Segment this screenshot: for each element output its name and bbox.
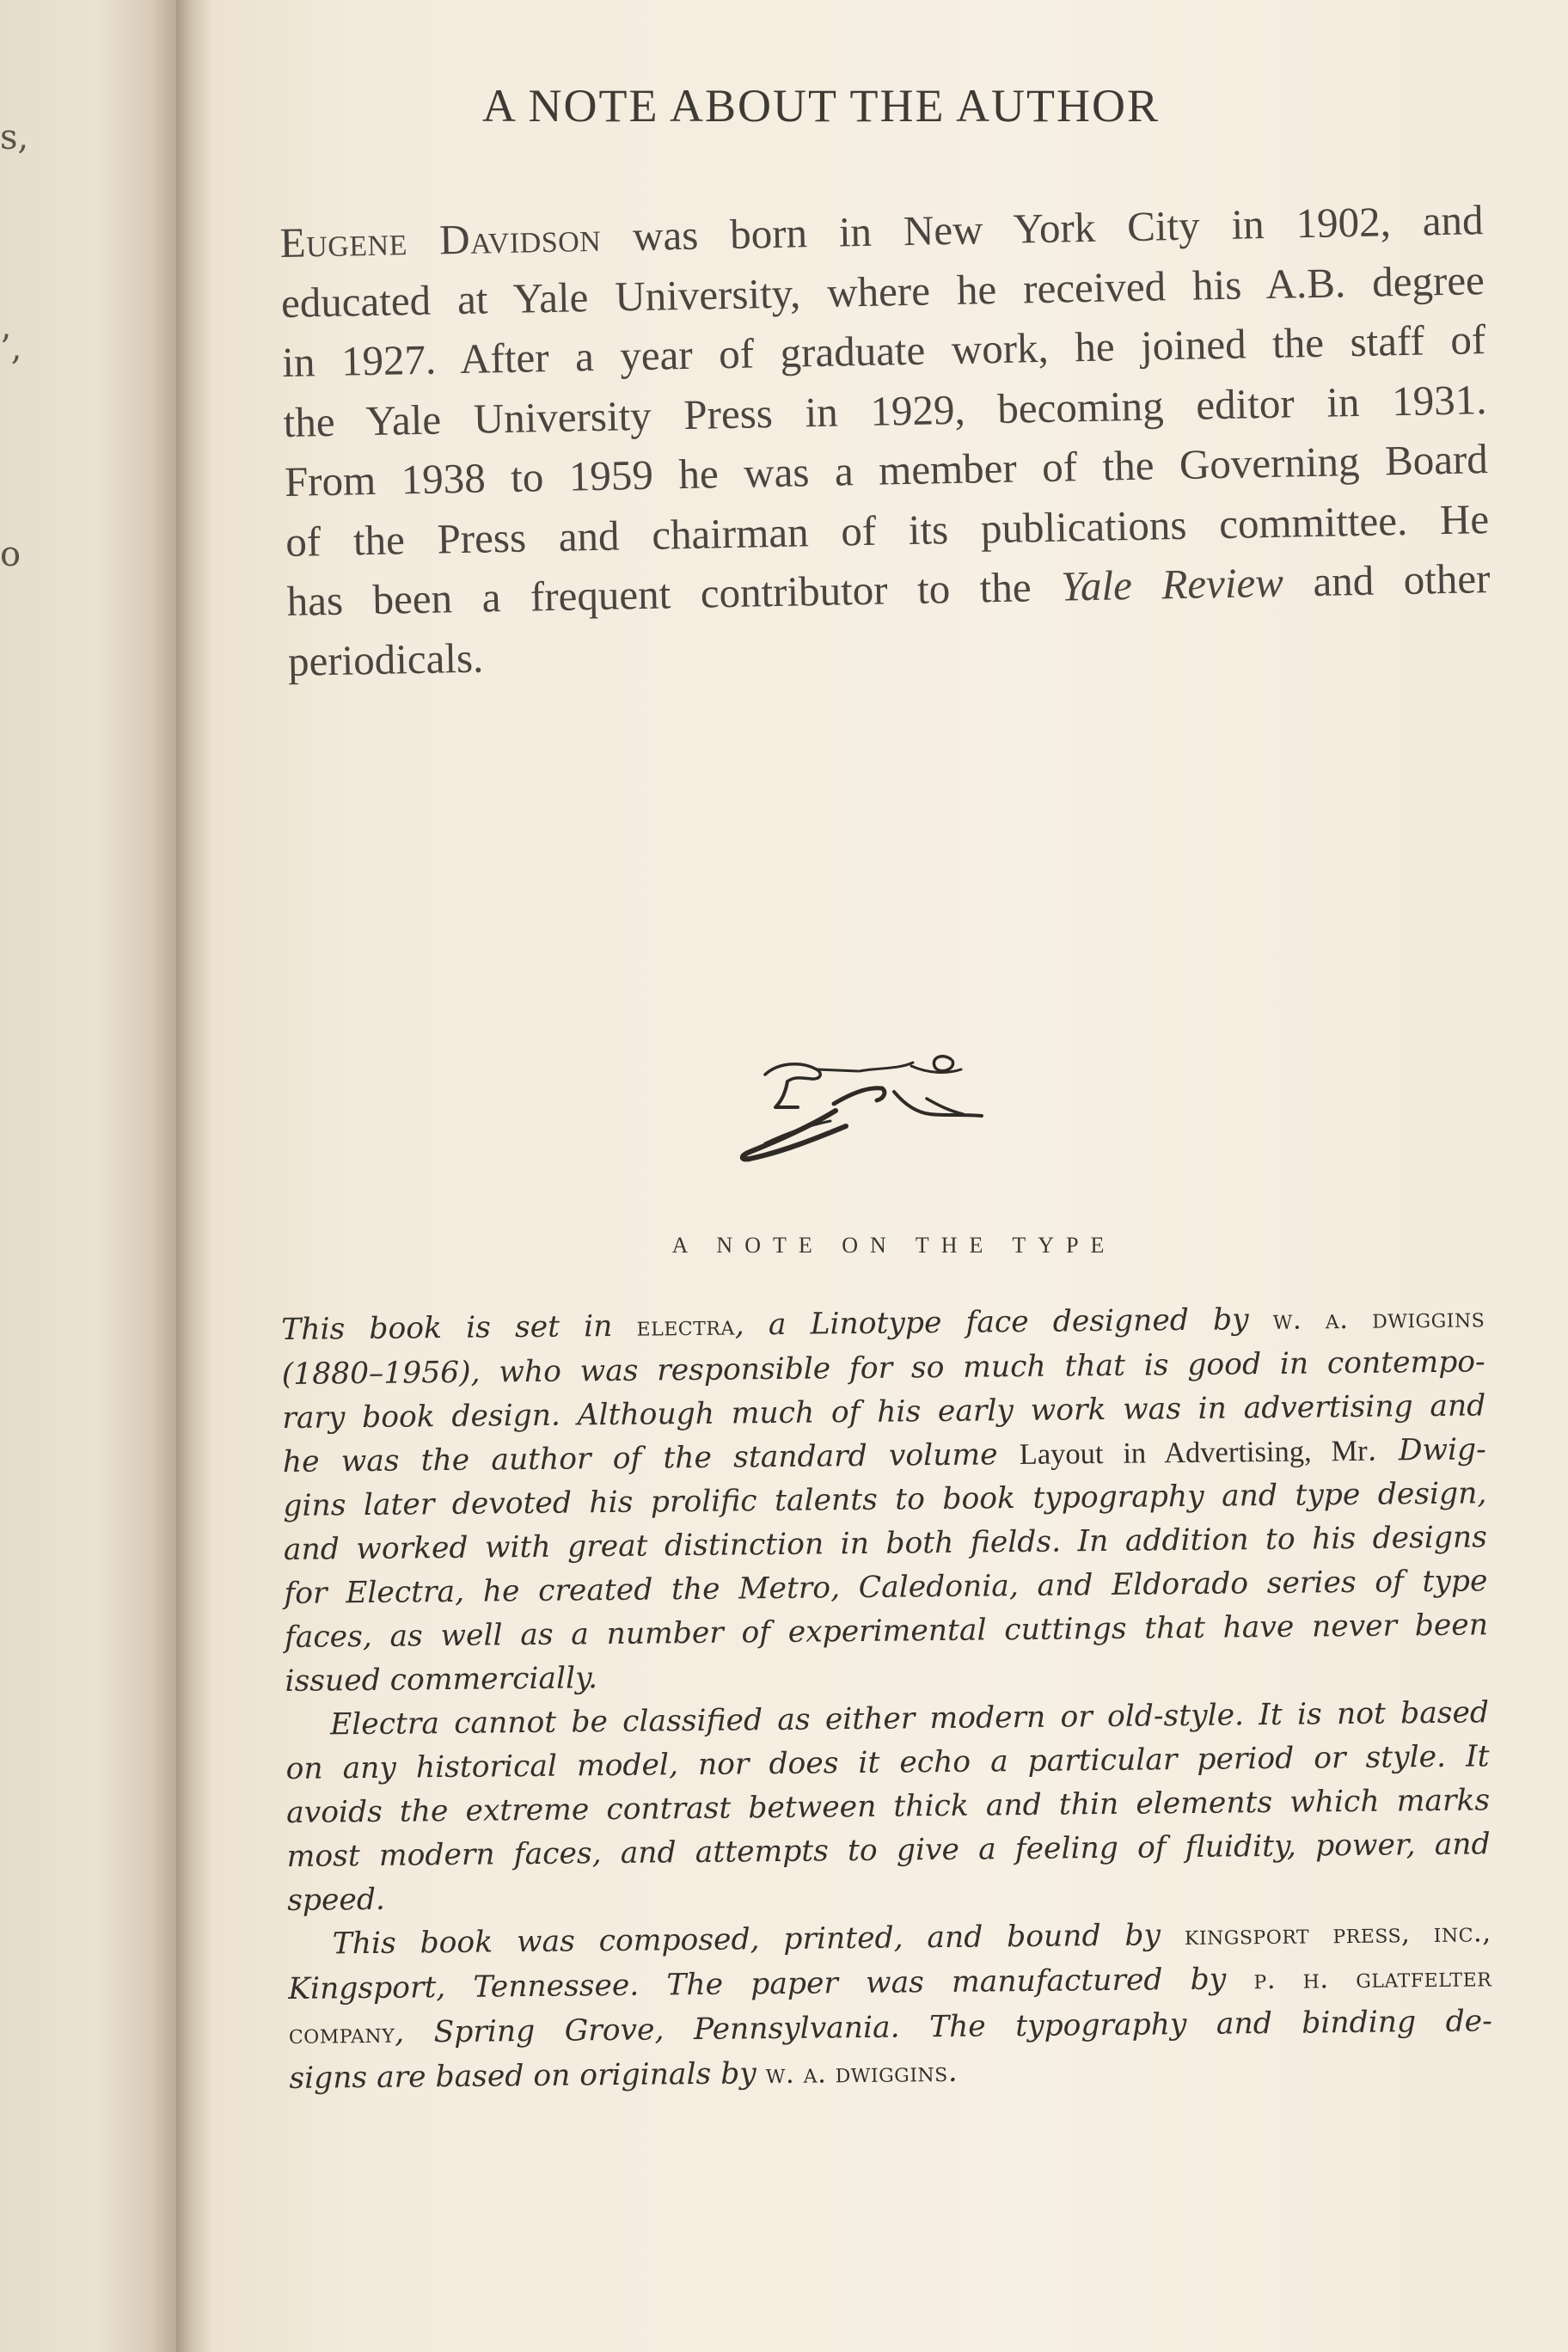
author-note-body xyxy=(279,190,1491,691)
left-page-fragment: o xyxy=(0,535,21,574)
typeface-name: electra xyxy=(636,1310,735,1343)
text-line: educated at Yale University, where he received his A.B. degree xyxy=(280,255,1485,327)
printer-name: kingsport press, inc., xyxy=(1184,1917,1491,1952)
text-line: he was the author of the standard volume Layout in Advertising, Mr. Dwig- xyxy=(282,1432,1487,1479)
text-line: for Electra, he created the Metro, Caledonia, and Eldorado series of type xyxy=(284,1564,1488,1611)
text-line: Electra cannot be classified as either modern or old-style. It is not based xyxy=(329,1695,1490,1743)
text-line: of the Press and chairman of its publications committee. He xyxy=(285,494,1490,566)
book-gutter xyxy=(176,0,211,2352)
text-line: in 1927. After a year of graduate work, he joined the staff of xyxy=(281,315,1486,386)
text-line: This book is set in electra, a Linotype face designed by w. a. dwiggins xyxy=(281,1302,1485,1347)
type-note-body xyxy=(281,1295,1493,2102)
text-line: company, Spring Grove, Pennsylvania. The typography and binding de- xyxy=(288,2004,1492,2050)
text-line: has been a frequent contributor to the Yale Review and other xyxy=(286,554,1491,625)
text-line: speed. xyxy=(287,1882,386,1918)
author-note-heading: A NOTE ABOUT THE AUTHOR xyxy=(481,80,1161,132)
designer-name: w. a. dwiggins xyxy=(1272,1302,1485,1336)
text-line: Eugene Davidson was born in New York City in 1902, and xyxy=(279,196,1484,266)
text-line: rary book design. Although much of his early work was in advertising and xyxy=(282,1388,1486,1436)
text-line: faces, as well as a number of experimental cuttings that have never been xyxy=(284,1608,1489,1655)
book-title: Layout in Advertising, Mr xyxy=(1019,1434,1368,1472)
text-line: signs are based on originals by w. a. dwiggins. xyxy=(289,2054,958,2096)
paper-maker-name: p. h. glatfelter xyxy=(1253,1962,1492,1996)
left-page-fragment: s, xyxy=(0,118,29,157)
author-name: Eugene Davidson xyxy=(279,212,602,266)
left-page-edge xyxy=(0,0,176,2352)
text-line: gins later devoted his prolific talents to book typography and type design, xyxy=(283,1476,1487,1523)
text-line: and worked with great distinction in both fields. In addition to his designs xyxy=(283,1520,1488,1567)
text-line: the Yale University Press in 1929, becoming editor in 1931. xyxy=(283,375,1487,446)
paper-maker-company: company xyxy=(288,2018,395,2050)
type-note-heading: A NOTE ON THE TYPE xyxy=(671,1233,1117,1258)
designer-name: w. a. dwiggins xyxy=(765,2056,948,2091)
journal-title: Yale Review xyxy=(1060,558,1284,610)
text-line: on any historical model, nor does it echo a particular period or style. It xyxy=(285,1739,1490,1786)
text-line: periodicals. xyxy=(287,634,484,685)
text-line: Kingsport, Tennessee. The paper was manufactured by p. h. glatfelter xyxy=(288,1962,1492,2006)
text-line: most modern faces, and attempts to give a feeling of fluidity, power, and xyxy=(286,1827,1491,1874)
text-line: This book was composed, printed, and bound by kingsport press, inc., xyxy=(332,1917,1491,1962)
text-line: (1880–1956), who was responsible for so much that is good in contempo- xyxy=(281,1344,1485,1392)
text-line: issued commercially. xyxy=(285,1661,598,1699)
greyhound-emblem-icon xyxy=(731,1050,1023,1179)
text-line: From 1938 to 1959 he was a member of the Governing Board xyxy=(284,435,1489,505)
left-page-fragment: ’, xyxy=(0,328,22,368)
text-line: avoids the extreme contrast between thick and thin elements which marks xyxy=(285,1783,1491,1830)
